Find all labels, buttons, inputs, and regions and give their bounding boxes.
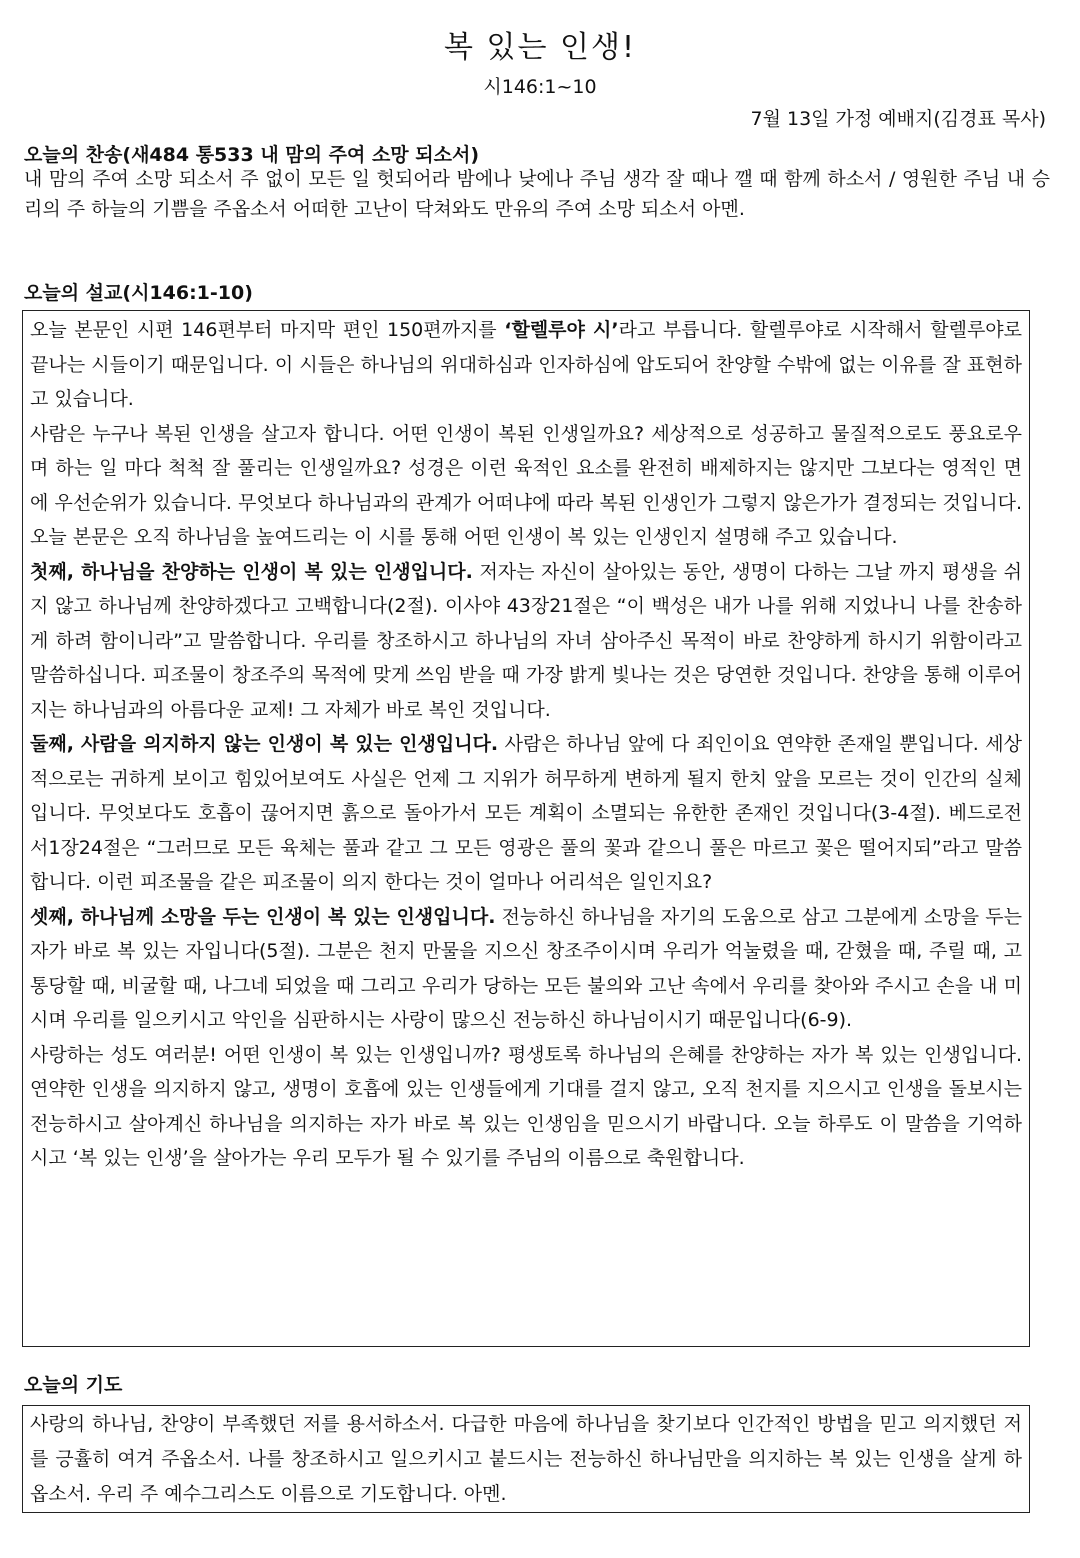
sermon-paragraph-third-point (30, 900, 1022, 1038)
second-point-heading: 둘째, 사람을 의지하지 않는 인생이 복 있는 인생입니다. (30, 733, 499, 755)
third-point-heading: 셋째, 하나님께 소망을 두는 인생이 복 있는 인생입니다. (30, 905, 496, 928)
page-title: 복 있는 인생! (444, 30, 636, 65)
sermon-paragraph-2: 사람은 누구나 복된 인생을 살고자 합니다. 어떤 인생이 복된 인생일까요? 세상적으로 성공하고 물질적으로도 풍요로우며 하는 일 마다 척척 잘 풀리는 인생일까요? 성경은 이런 육적인 요소를 완전히 배제하지는 않지만 그보다는 영적인 면에 우선순위가 있습니다. 무엇보다 하나님과의 관계가 어떠냐에 따라 복된 인생인가 그렇지 않은가가 결정되는 것입니다. 오늘 본문은 오직 하나님을 높여드리는 이 시를 통해 어떤 인생이 복 있는 인생인지 설명해 주고 있습니다. (30, 422, 1022, 548)
hymn-heading: 오늘의 찬송(새484 통533 내 맘의 주여 소망 되소서) (24, 144, 480, 166)
hymn-lyrics: 내 맘의 주여 소망 되소서 주 없이 모든 일 헛되어라 밤에나 낮에나 주님 생각 잘 때나 깰 때 함께 하소서 / 영원한 주님 내 승리의 주 하늘의 기쁨을 주옵소서 어떠한 고난이 닥쳐와도 만유의 주여 소망 되소서 아멘. (24, 168, 1050, 220)
first-point-text: 저자는 자신이 살아있는 동안, 생명이 다하는 그날 까지 평생을 쉬지 않고 하나님께 찬양하겠다고 고백합니다(2절). 이사야 43장21절은 “이 백성은 내가 나를 위해 지었나니 나를 찬송하게 하려 함이니라”고 말씀합니다. 우리를 창조하시고 하나님의 자녀 삼아주신 목적이 바로 찬양하게 하시기 위함이라고 말씀하십니다. 피조물이 창조주의 목적에 맞게 쓰임 받을 때 가장 밝게 빛나는 것은 당연한 것입니다. 찬양을 통해 이루어지는 하나님과의 아름다운 교제! 그 자체가 바로 복인 것입니다. (30, 560, 1022, 721)
prayer-text: 사랑의 하나님, 찬양이 부족했던 저를 용서하소서. 다급한 마음에 하나님을 찾기보다 인간적인 방법을 믿고 의지했던 저를 긍휼히 여겨 주옵소서. 나를 창조하시고 일으키시고 붙드시는 전능하신 하나님만을 의지하는 복 있는 인생을 살게 하옵소서. 우리 주 예수그리스도 이름으로 기도합니다. 아멘. (30, 1413, 1022, 1505)
scripture-reference: 시146:1~10 (483, 76, 597, 98)
prayer-box (22, 1405, 1030, 1513)
sermon-paragraph-conclusion: 사랑하는 성도 여러분! 어떤 인생이 복 있는 인생입니까? 평생토록 하나님의 은혜를 찬양하는 자가 복 있는 인생입니다. 연약한 인생을 의지하지 않고, 생명이 호흡에 있는 인생들에게 기대를 걸지 않고, 오직 천지를 지으시고 인생을 돌보시는 전능하시고 살아계신 하나님을 의지하는 자가 바로 복 있는 인생임을 믿으시기 바랍니다. 오늘 하루도 이 말씀을 기억하시고 ‘복 있는 인생’을 살아가는 우리 모두가 될 수 있기를 주님의 이름으로 축원합니다. (30, 1043, 1022, 1169)
prayer-heading: 오늘의 기도 (24, 1374, 123, 1396)
byline: 7월 13일 가정 예배지(김경표 목사) (750, 108, 1046, 130)
sermon-heading: 오늘의 설교(시146:1-10) (24, 282, 253, 304)
first-point-heading: 첫째, 하나님을 찬양하는 인생이 복 있는 인생입니다. (30, 560, 473, 583)
sermon-paragraph-intro (30, 313, 1022, 417)
sermon-box (22, 310, 1030, 1347)
sermon-intro-text-b: 라고 부릅니다. 할렐루야로 시작해서 할렐루야로 끝나는 시들이기 때문입니다. 이 시들은 하나님의 위대하심과 인자하심에 압도되어 찬양할 수밖에 없는 이유를 잘 표현하고 있습니다. (30, 319, 1023, 410)
second-point-text: 사람은 하나님 앞에 다 죄인이요 연약한 존재일 뿐입니다. 세상적으로는 귀하게 보이고 힘있어보여도 사실은 언제 그 지위가 허무하게 변하게 될지 한치 앞을 모르는 것이 인간의 실체입니다. 무엇보다도 호흡이 끊어지면 흙으로 돌아가서 모든 계획이 소멸되는 유한한 존재인 것입니다(3-4절). 베드로전서1장24절은 “그러므로 모든 육체는 풀과 같고 그 모든 영광은 풀의 꽃과 같으니 풀은 마르고 꽃은 떨어지되”라고 말씀합니다. 이런 피조물을 같은 피조물이 의지 한다는 것이 얼마나 어리석은 일인지요? (30, 733, 1022, 893)
sermon-intro-bold: ‘할렐루야 시’ (504, 319, 619, 341)
sermon-intro-text-a: 오늘 본문인 시편 146편부터 마지막 편인 150편까지를 (30, 319, 505, 341)
sermon-paragraph-second-point (30, 727, 1022, 900)
third-point-text: 전능하신 하나님을 자기의 도움으로 삼고 그분에게 소망을 두는 자가 바로 복 있는 자입니다(5절). 그분은 천지 만물을 지으신 창조주이시며 우리가 억눌렸을 때, 갇혔을 때, 주릴 때, 고통당할 때, 비굴할 때, 나그네 되었을 때 그리고 우리가 당하는 모든 불의와 고난 속에서 우리를 찾아와 주시고 손을 내 미시며 우리를 일으키시고 악인을 심판하시는 사랑이 많으신 전능하신 하나님이시기 때문입니다(6-9). (30, 905, 1022, 1031)
sermon-paragraph-first-point (30, 555, 1022, 728)
